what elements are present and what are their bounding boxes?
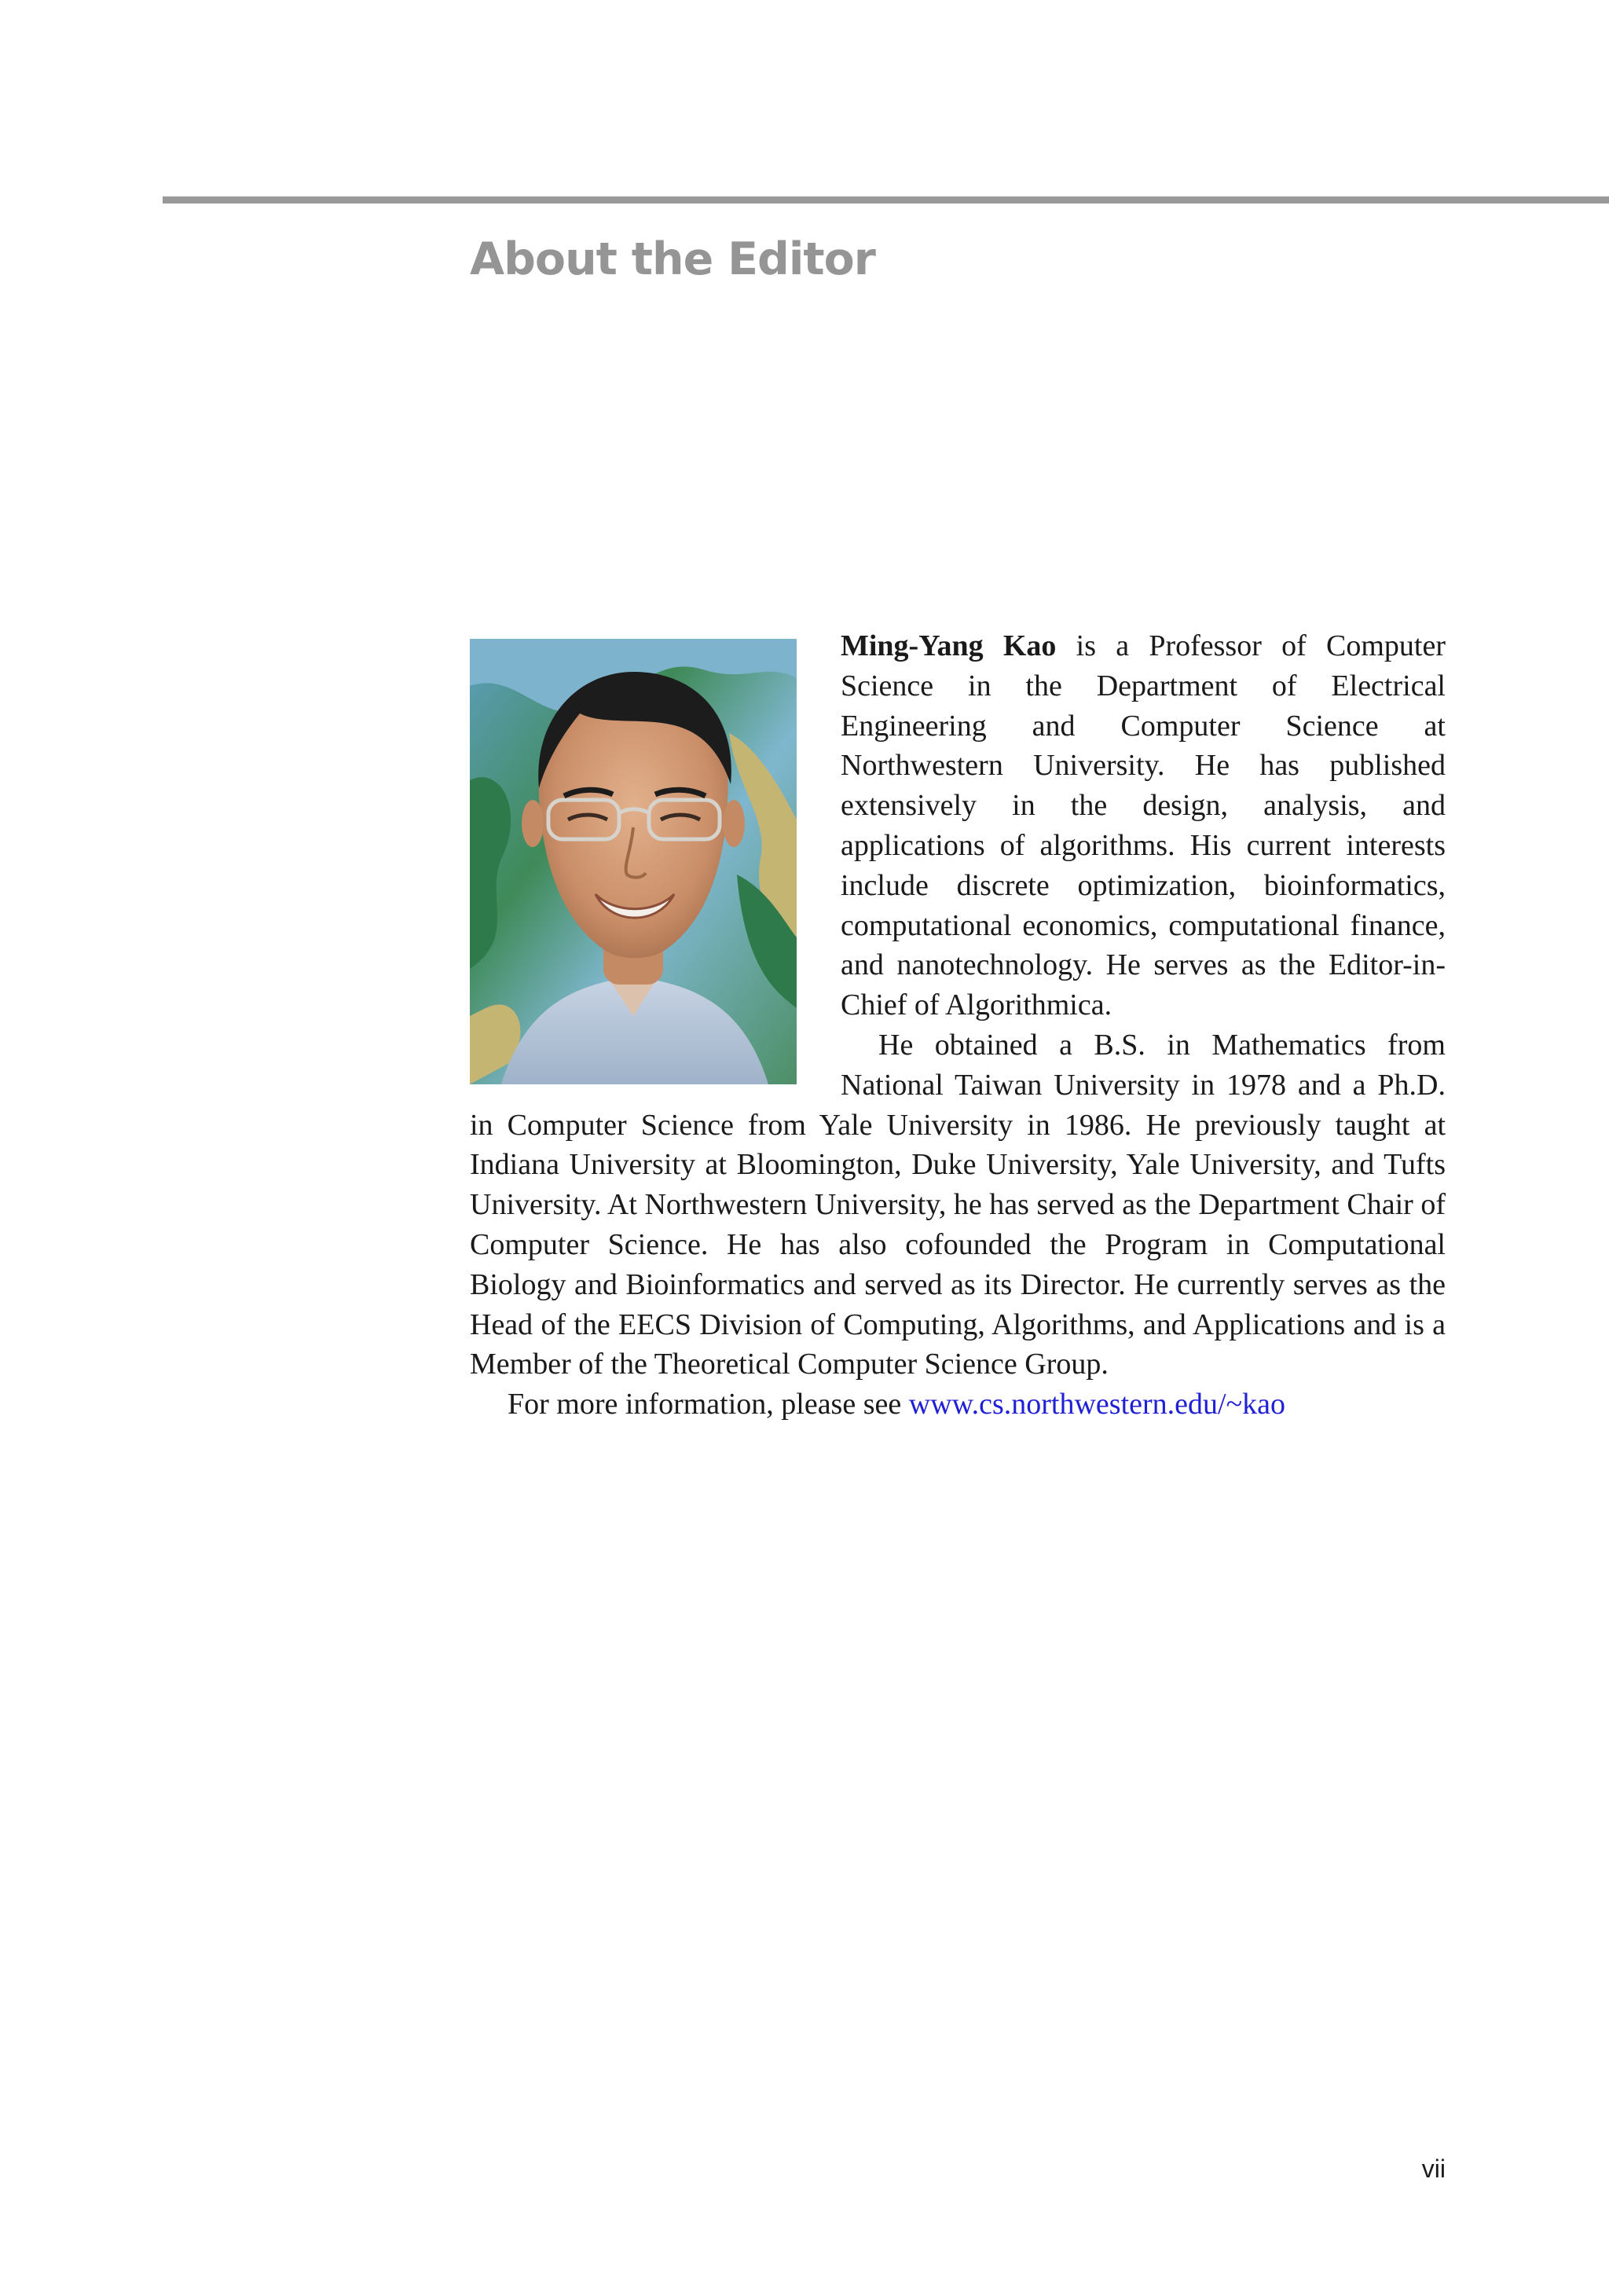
editor-portrait-photo	[470, 639, 797, 1084]
editor-bio	[470, 626, 1446, 1425]
bio-paragraph-3	[470, 1385, 1446, 1425]
portrait-photo-icon	[470, 639, 797, 1084]
bio-paragraph-2: He obtained a B.S. in Mathematics from National Taiwan University in 1978 and a Ph.D. in Computer Science from Yale University in 1986. He previously taught at Indiana University at Bloomington, Duke University, Yale University, and Tufts University. At Northwestern University, he has served as the Department Chair of Computer Science. He has also cofounded the Program in Computational Biology and Bioinformatics and served as its Director. He currently serves as the Head of the EECS Division of Computing, Algorithms, and Applications and is a Member of the Theoretical Computer Science Group.	[470, 1028, 1446, 1381]
homepage-link[interactable]: www.cs.northwestern.edu/~kao	[908, 1388, 1285, 1421]
page-number: vii	[1421, 2155, 1446, 2183]
page-title: About the Editor	[470, 233, 875, 285]
more-info-text: For more information, please see	[508, 1388, 909, 1421]
bio-paragraph-1-text: is a Professor of Computer Science in the Department of Electrical Engineering and Computer Science at Northwestern University. He has published extensively in the design, analysis, and applications of algorithms. His current interests include discrete optimization, bioinformatics, computational economics, computational finance, and nanotechnology. He serves as the Editor-in-Chief of Algorithmica.	[841, 629, 1446, 1022]
editor-name: Ming-Yang Kao	[841, 629, 1057, 662]
top-rule	[163, 196, 1609, 204]
